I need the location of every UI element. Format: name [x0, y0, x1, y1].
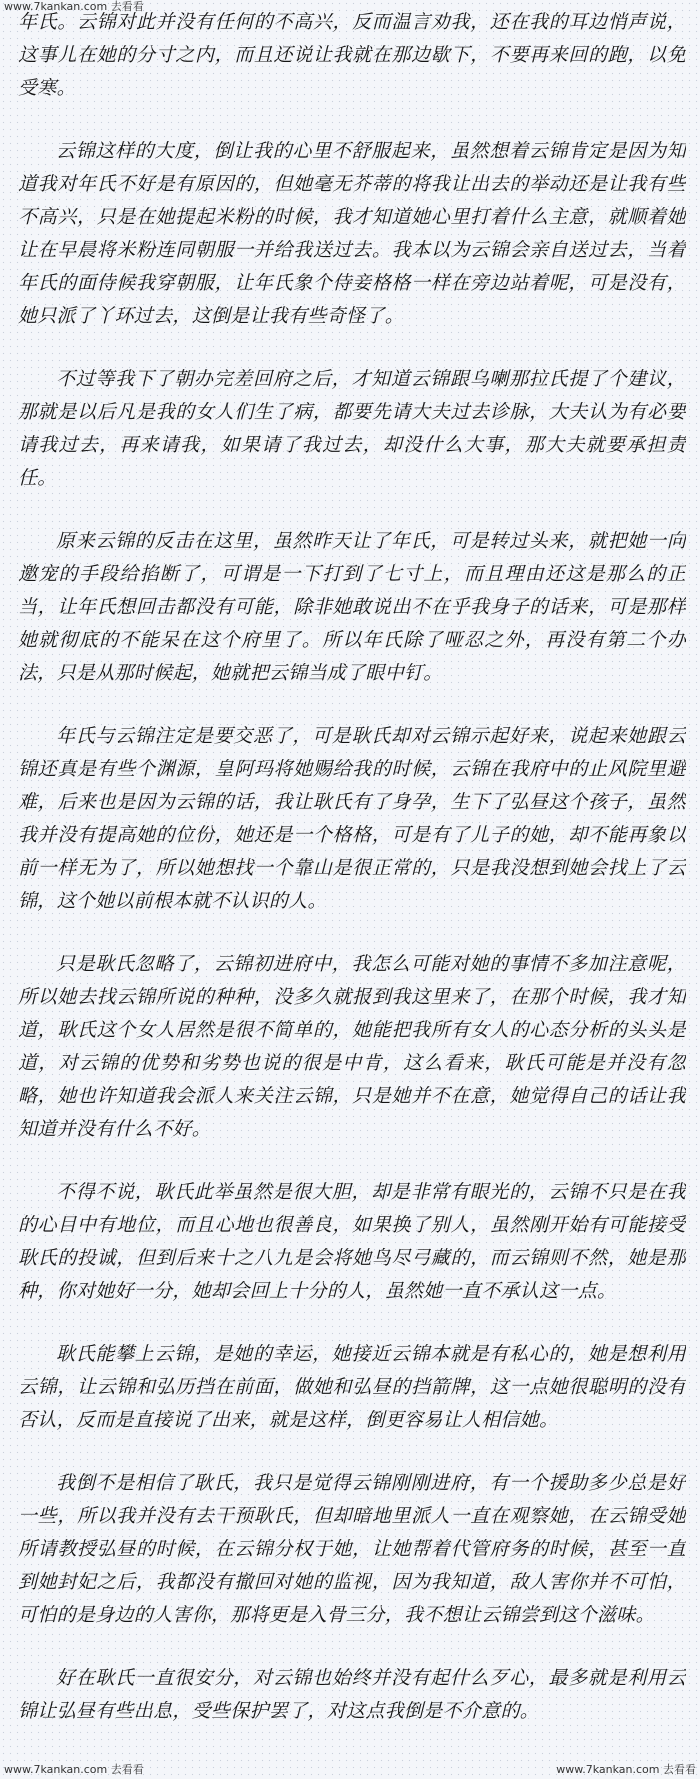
paragraph-9: 我倒不是相信了耿氏，我只是觉得云锦刚刚进府，有一个援助多少总是好一些，所以我并没有去干预耿氏，但却暗地里派人一直在观察她，在云锦受她所请教授弘昼的时候，在云锦分权于她，让她帮着代管府务的时候，甚至一直到她封妃之后，我都没有撤回对她的监视，因为我知道，敌人害你并不可怕，可怕的是身边的人害你，那将更是入骨三分，我不想让云锦尝到这个滋味。 — [18, 1472, 686, 1626]
watermark-top-left[interactable]: www.7kankan.com 去看看 — [4, 0, 144, 13]
paragraph-7: 不得不说，耿氏此举虽然是很大胆，却是非常有眼光的，云锦不只是在我的心目中有地位，而且心地也很善良，如果换了别人，虽然刚开始有可能接受耿氏的投诚，但到后来十之八九是会将她鸟尽弓藏的，而云锦则不然，她是那种，你对她好一分，她却会回上十分的人，虽然她一直不承认这一点。 — [18, 1181, 686, 1302]
article-body — [18, 6, 686, 1756]
paragraph-8: 耿氏能攀上云锦，是她的幸运，她接近云锦本就是有私心的，她是想利用云锦，让云锦和弘历挡在前面，做她和弘昼的挡箭牌，这一点她很聪明的没有否认，反而是直接说了出来，就是这样，倒更容易让人相信她。 — [18, 1343, 686, 1431]
paragraph-5: 年氏与云锦注定是要交恶了，可是耿氏却对云锦示起好来，说起来她跟云锦还真是有些个渊源，皇阿玛将她赐给我的时候，云锦在我府中的止风院里避难，后来也是因为云锦的话，我让耿氏有了身孕，生下了弘昼这个孩子，虽然我并没有提高她的位份，她还是一个格格，可是有了儿子的她，却不能再象以前一样无为了，所以她想找一个靠山是很正常的，只是我没想到她会找上了云锦，这个她以前根本就不认识的人。 — [18, 725, 686, 912]
paragraph-1: 年氏。云锦对此并没有任何的不高兴，反而温言劝我，还在我的耳边悄声说，这事儿在她的分寸之内，而且还说让我就在那边歇下，不要再来回的跑，以免受寒。 — [18, 11, 686, 99]
paragraph-10: 好在耿氏一直很安分，对云锦也始终并没有起什么歹心，最多就是利用云锦让弘昼有些出息，受些保护罢了，对这点我倒是不介意的。 — [18, 1667, 686, 1722]
paragraph-3: 不过等我下了朝办完差回府之后，才知道云锦跟乌喇那拉氏提了个建议，那就是以后凡是我的女人们生了病，都要先请大夫过去诊脉，大夫认为有必要请我过去，再来请我，如果请了我过去，却没什么大事，那大夫就要承担责任。 — [18, 368, 686, 489]
watermark-bottom-left[interactable]: www.7kankan.com 去看看 — [4, 1763, 144, 1776]
watermark-bottom-right[interactable]: www.7kankan.com 去看看 — [556, 1763, 696, 1776]
paragraph-4: 原来云锦的反击在这里，虽然昨天让了年氏，可是转过头来，就把她一向邀宠的手段给掐断了，可谓是一下打到了七寸上，而且理由还这是那么的正当，让年氏想回击都没有可能，除非她敢说出不在乎我身子的话来，可是那样她就彻底的不能呆在这个府里了。所以年氏除了哑忍之外，再没有第二个办法，只是从那时候起，她就把云锦当成了眼中钉。 — [18, 530, 686, 684]
paragraph-2: 云锦这样的大度，倒让我的心里不舒服起来，虽然想着云锦肯定是因为知道我对年氏不好是有原因的，但她毫无芥蒂的将我让出去的举动还是让我有些不高兴，只是在她提起米粉的时候，我才知道她心里打着什么主意，就顺着她让在早晨将米粉连同朝服一并给我送过去。我本以为云锦会亲自送过去，当着年氏的面侍候我穿朝服，让年氏象个侍妾格格一样在旁边站着呢，可是没有，她只派了丫环过去，这倒是让我有些奇怪了。 — [18, 140, 686, 327]
paragraph-6: 只是耿氏忽略了，云锦初进府中，我怎么可能对她的事情不多加注意呢，所以她去找云锦所说的种种，没多久就报到我这里来了，在那个时候，我才知道，耿氏这个女人居然是很不简单的，她能把我所有女人的心态分析的头头是道，对云锦的优势和劣势也说的很是中肯，这么看来，耿氏可能是并没有忽略，她也许知道我会派人来关注云锦，只是她并不在意，她觉得自己的话让我知道并没有什么不好。 — [18, 953, 686, 1140]
